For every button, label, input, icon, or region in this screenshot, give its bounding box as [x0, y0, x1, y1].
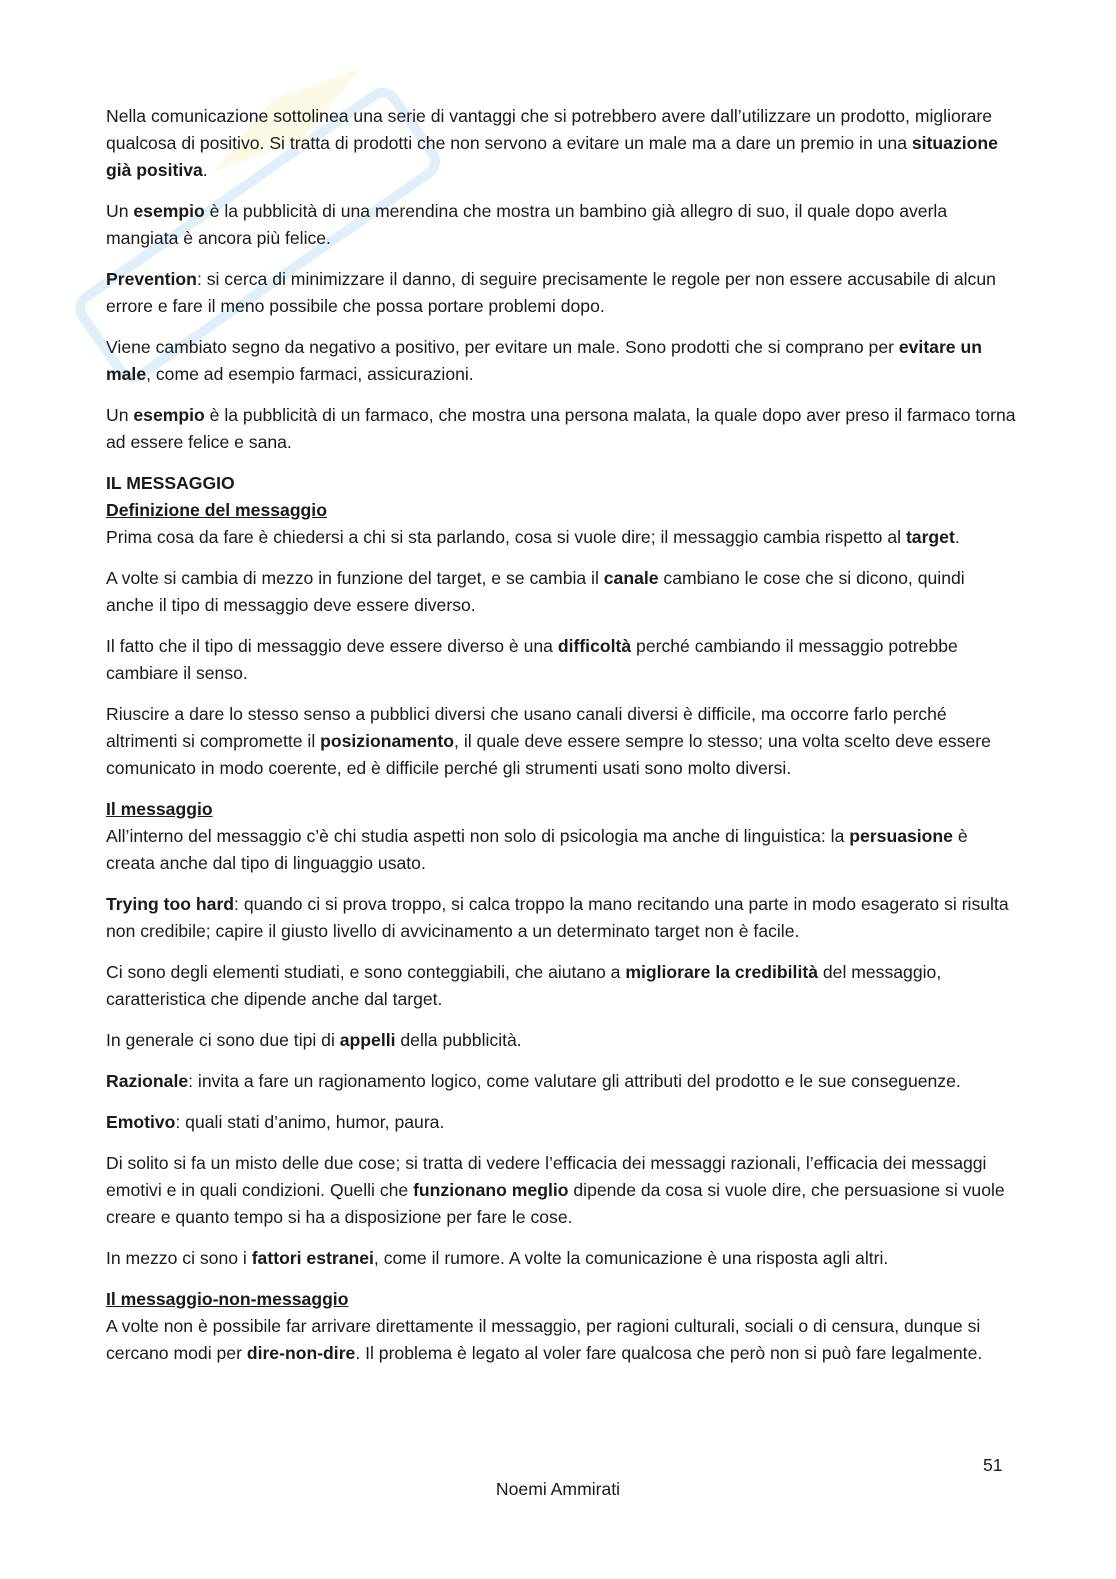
text-run: cambiano le cose che si dicono, quindi anche il tipo di messaggio deve essere diverso. — [106, 568, 965, 615]
text-run: : quali stati d’animo, humor, paura. — [175, 1112, 445, 1132]
text-run: , il quale deve essere sempre lo stesso; una volta scelto deve essere comunicato in modo coerente, ed è difficile perché gli strumenti usati sono molto diversi. — [106, 731, 991, 778]
bold-term: Emotivo — [106, 1112, 176, 1132]
section-subheading: Il messaggio-non-messaggio — [106, 1289, 349, 1309]
text-run: Di solito si fa un misto delle due cose; si tratta di vedere l’efficacia dei messaggi razionali, l’efficacia dei messaggi emotivi e in quali condizioni. Quelli che — [106, 1153, 987, 1200]
bold-term: funzionano meglio — [413, 1180, 569, 1200]
bold-term: esempio — [133, 201, 205, 221]
paragraph — [106, 334, 1016, 388]
bold-term: migliorare la credibilità — [625, 962, 818, 982]
text-run: , come ad esempio farmaci, assicurazioni. — [146, 364, 474, 384]
text-run: All’interno del messaggio c’è chi studia aspetti non solo di psicologia ma anche di linguistica: la — [106, 826, 850, 846]
text-run: è creata anche dal tipo di linguaggio usato. — [106, 826, 968, 873]
paragraph — [106, 823, 1016, 877]
bold-term: Razionale — [106, 1071, 189, 1091]
paragraph — [106, 198, 1016, 252]
bold-term: fattori estranei — [251, 1248, 374, 1268]
paragraph — [106, 633, 1016, 687]
paragraph — [106, 103, 1016, 184]
section-heading: IL MESSAGGIO — [106, 473, 235, 493]
text-run: In mezzo ci sono i — [106, 1248, 252, 1268]
bold-term: persuasione — [849, 826, 953, 846]
text-run: : si cerca di minimizzare il danno, di seguire precisamente le regole per non essere accusabile di alcun errore e fare il meno possibile che possa portare problemi dopo. — [106, 269, 996, 316]
paragraph — [106, 891, 1016, 945]
paragraph — [106, 701, 1016, 782]
text-run: : quando ci si prova troppo, si calca troppo la mano recitando una parte in modo esagerato si risulta non credibile; capire il giusto livello di avvicinamento a un determinato target non è facile. — [106, 894, 1009, 941]
bold-term: canale — [603, 568, 659, 588]
text-run: Un — [106, 405, 134, 425]
text-run: del messaggio, caratteristica che dipende anche dal target. — [106, 962, 942, 1009]
text-run: , come il rumore. A volte la comunicazione è una risposta agli altri. — [373, 1248, 889, 1268]
text-run: Un — [106, 201, 134, 221]
text-run: A volte non è possibile far arrivare direttamente il messaggio, per ragioni culturali, sociali o di censura, dunque si cercano modi per — [106, 1316, 981, 1363]
paragraph — [106, 1068, 1016, 1095]
text-run: Nella comunicazione sottolinea una serie di vantaggi che si potrebbero avere dall’utilizzare un prodotto, migliorare qualcosa di positivo. Si tratta di prodotti che non servono a evitare un male ma a dare un premio in una — [106, 106, 993, 153]
paragraph — [106, 402, 1016, 456]
section-subheading: Definizione del messaggio — [106, 500, 327, 520]
bold-term: dire-non-dire — [246, 1343, 356, 1363]
paragraph — [106, 1245, 1016, 1272]
page-number: 51 — [983, 1455, 1003, 1475]
bold-term: appelli — [339, 1030, 396, 1050]
text-run: Prima cosa da fare è chiedersi a chi si sta parlando, cosa si vuole dire; il messaggio cambia rispetto al — [106, 527, 906, 547]
footer-author: Noemi Ammirati — [495, 1479, 621, 1499]
bold-term: esempio — [133, 405, 205, 425]
paragraph — [106, 524, 1016, 551]
paragraph — [106, 1027, 1016, 1054]
document-body — [106, 103, 1016, 1381]
text-run: è la pubblicità di un farmaco, che mostra una persona malata, la quale dopo aver preso il farmaco torna ad essere felice e sana. — [106, 405, 1016, 452]
paragraph — [106, 959, 1016, 1013]
text-run: Il fatto che il tipo di messaggio deve essere diverso è una — [106, 636, 558, 656]
bold-term: Prevention — [106, 269, 197, 289]
bold-term: situazione già positiva — [106, 133, 998, 180]
paragraph — [106, 1109, 1016, 1136]
text-run: Ci sono degli elementi studiati, e sono conteggiabili, che aiutano a — [106, 962, 626, 982]
bold-term: posizionamento — [320, 731, 455, 751]
paragraph — [106, 266, 1016, 320]
bold-term: target — [905, 527, 955, 547]
bold-term: difficoltà — [557, 636, 632, 656]
text-run: . Il problema è legato al voler fare qualcosa che però non si può fare legalmente. — [355, 1343, 983, 1363]
text-run: dipende da cosa si vuole dire, che persuasione si vuole creare e quanto tempo si ha a disposizione per fare le cose. — [106, 1180, 1005, 1227]
paragraph — [106, 1150, 1016, 1231]
text-run: A volte si cambia di mezzo in funzione del target, e se cambia il — [106, 568, 604, 588]
text-run: Viene cambiato segno da negativo a positivo, per evitare un male. Sono prodotti che si comprano per — [106, 337, 899, 357]
paragraph — [106, 1313, 1016, 1367]
bold-term: evitare un male — [106, 337, 982, 384]
text-run: perché cambiando il messaggio potrebbe cambiare il senso. — [106, 636, 958, 683]
text-run: è la pubblicità di una merendina che mostra un bambino già allegro di suo, il quale dopo averla mangiata è ancora più felice. — [106, 201, 948, 248]
bold-term: Trying too hard — [106, 894, 235, 914]
section-subheading: Il messaggio — [106, 799, 213, 819]
text-run: della pubblicità. — [395, 1030, 522, 1050]
paragraph — [106, 565, 1016, 619]
text-run: . — [954, 527, 960, 547]
text-run: . — [202, 160, 208, 180]
text-run: Riuscire a dare lo stesso senso a pubblici diversi che usano canali diversi è difficile, ma occorre farlo perché altrimenti si compromette il — [106, 704, 947, 751]
text-run: In generale ci sono due tipi di — [106, 1030, 340, 1050]
text-run: : invita a fare un ragionamento logico, come valutare gli attributi del prodotto e le sue conseguenze. — [188, 1071, 961, 1091]
